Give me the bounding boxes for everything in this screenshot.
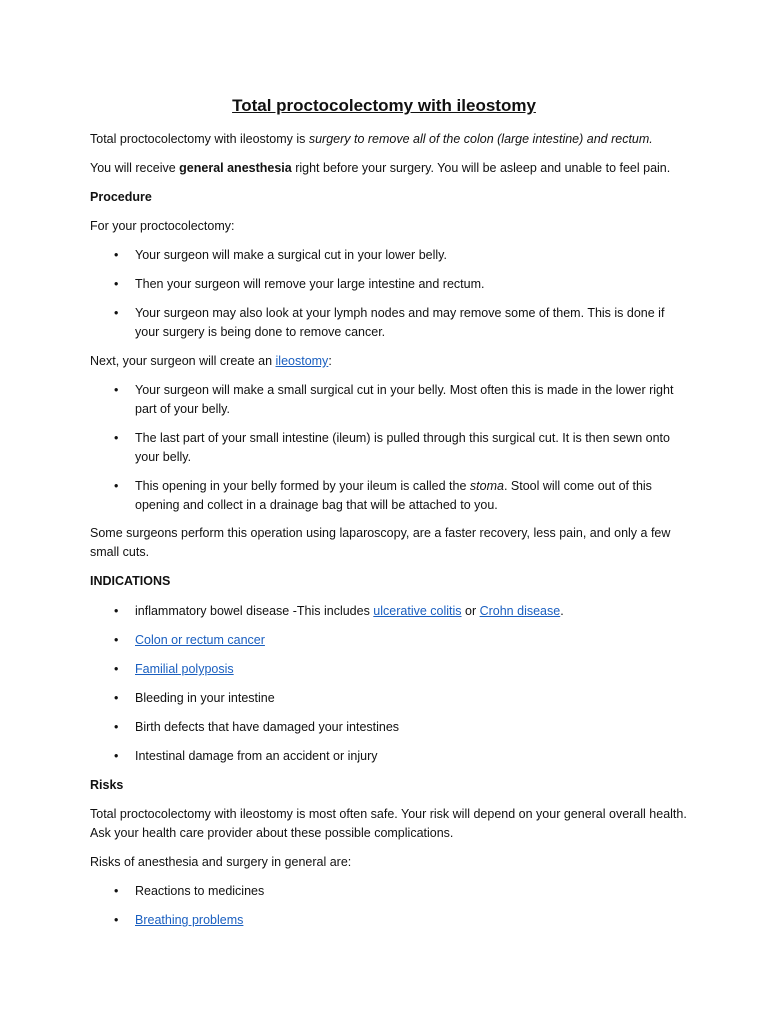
bullet-icon: • [114, 691, 119, 705]
ileostomy-lead-colon: : [328, 354, 332, 368]
list-item-text: Your surgeon will make a surgical cut in your lower belly. [135, 248, 447, 262]
crohn-disease-link[interactable]: Crohn disease [479, 604, 561, 618]
bullet-icon: • [114, 431, 119, 445]
bullet-icon: • [114, 383, 119, 397]
page-title: Total proctocolectomy with ileostomy [232, 96, 536, 115]
list-item-text [135, 477, 680, 515]
list-item-text: Intestinal damage from an accident or injury [135, 749, 378, 763]
intro-text: Total proctocolectomy with ileostomy is [90, 132, 309, 146]
bullet-icon: • [114, 662, 119, 676]
stoma-emphasis: stoma [469, 479, 504, 493]
ileostomy-link[interactable]: ileostomy [275, 354, 329, 368]
colon-cancer-link[interactable]: Colon or rectum cancer [135, 633, 265, 647]
bullet-icon: • [114, 306, 119, 320]
anesthesia-paragraph [90, 159, 690, 178]
list-item-text [135, 631, 680, 650]
bullet-icon: • [114, 277, 119, 291]
laparoscopy-paragraph: Some surgeons perform this operation using laparoscopy, are a faster recovery, less pain, and only a few small cuts. [90, 526, 671, 559]
anesthesia-text-pre: You will receive [90, 161, 180, 175]
list-item-text: Your surgeon may also look at your lymph nodes and may remove some of them. This is done if your surgery is being done to remove cancer. [135, 306, 665, 339]
procedure-lead: For your proctocolectomy: [90, 219, 235, 233]
risks-paragraph: Total proctocolectomy with ileostomy is most often safe. Your risk will depend on your general overall health. Ask your health care provider about these possible complications. [90, 807, 687, 840]
bullet-icon: • [114, 604, 119, 618]
bullet-icon: • [114, 913, 119, 927]
list-item-text: The last part of your small intestine (ileum) is pulled through this surgical cut. It is then sewn onto your belly. [135, 431, 670, 464]
list-item-text [135, 660, 680, 679]
stoma-text-post: . Stool will come out of this opening and collect in a drainage bag that will be attached to you. [135, 479, 652, 512]
bullet-icon: • [114, 720, 119, 734]
ibd-period: . [560, 604, 564, 618]
procedure-heading-text: Procedure [90, 190, 152, 204]
anesthesia-text-post: right before your surgery. You will be asleep and unable to feel pain. [291, 161, 671, 175]
list-item-text: Your surgeon will make a small surgical cut in your belly. Most often this is made in the lower right part of your belly. [135, 383, 674, 416]
ibd-or-text: or [461, 604, 480, 618]
breathing-problems-link[interactable]: Breathing problems [135, 913, 244, 927]
bullet-icon: • [114, 749, 119, 763]
bullet-icon: • [114, 248, 119, 262]
ulcerative-colitis-link[interactable]: ulcerative colitis [373, 604, 462, 618]
list-item-text: Reactions to medicines [135, 884, 265, 898]
risks-lead: Risks of anesthesia and surgery in general are: [90, 855, 352, 869]
intro-paragraph [90, 130, 690, 149]
list-item-text [135, 602, 680, 621]
intro-emphasis: surgery to remove all of the colon (large intestine) and rectum. [308, 132, 653, 146]
bullet-icon: • [114, 633, 119, 647]
bullet-icon: • [114, 884, 119, 898]
procedure-heading [90, 188, 690, 207]
ibd-text: inflammatory bowel disease -This includes [135, 604, 374, 618]
bullet-icon: • [114, 479, 119, 493]
list-item-text [135, 911, 680, 930]
risks-heading [90, 776, 690, 795]
ileostomy-lead [90, 352, 690, 371]
stoma-text-pre: This opening in your belly formed by your ileum is called the [135, 479, 470, 493]
ileostomy-lead-text: Next, your surgeon will create an [90, 354, 276, 368]
indications-heading [90, 572, 690, 591]
anesthesia-bold: general anesthesia [179, 161, 292, 175]
list-item-text: Then your surgeon will remove your large intestine and rectum. [135, 277, 485, 291]
list-item-text: Bleeding in your intestine [135, 691, 275, 705]
list-item-text: Birth defects that have damaged your intestines [135, 720, 400, 734]
familial-polyposis-link[interactable]: Familial polyposis [135, 662, 234, 676]
risks-heading-text: Risks [90, 778, 124, 792]
indications-heading-text: INDICATIONS [90, 574, 171, 588]
